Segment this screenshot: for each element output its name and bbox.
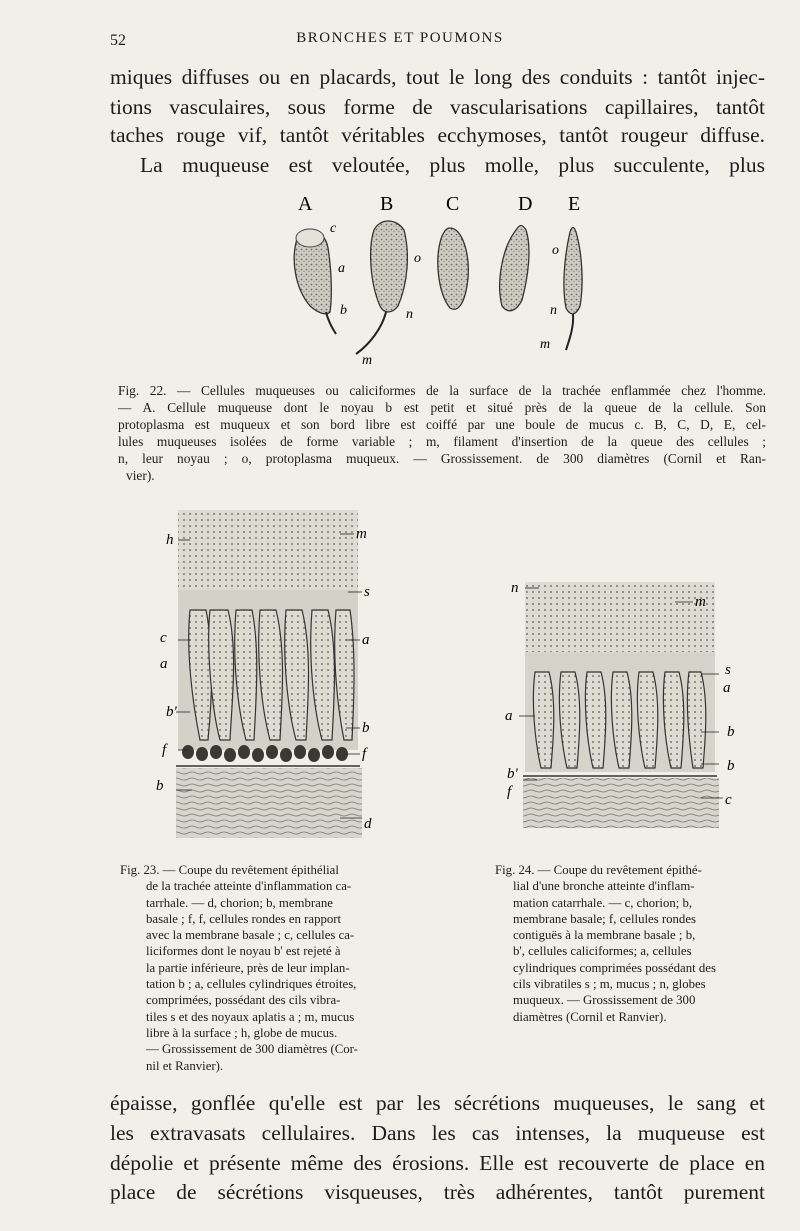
fig23-label: b <box>156 778 164 794</box>
fig23-label: c <box>160 630 167 646</box>
caption-line: de la trachée atteinte d'inflammation ca- <box>146 879 352 894</box>
caption-line: tarrhale. — d, chorion; b, membrane <box>146 895 333 910</box>
fig24-label: b <box>727 724 735 740</box>
caption-line: tation b ; a, cellules cylindriques étroites, <box>146 977 357 992</box>
fig24-label: c <box>725 792 732 808</box>
caption-line: tiles s et des noyaux aplatis a ; m, mucus <box>146 1009 355 1024</box>
fig23-label: a <box>362 632 370 648</box>
body-line: place de sécrétions visqueuses, très adhérentes, tantôt purement <box>110 1180 765 1204</box>
caption-line: cylindriques comprimées possédant des <box>513 960 716 975</box>
fig22-label: n <box>406 307 413 322</box>
fig22-label: b <box>340 303 347 318</box>
fig24-label: s <box>725 662 731 678</box>
caption-line: vier). <box>126 468 155 483</box>
figure-24-caption <box>495 862 762 1025</box>
figure-22-illustration <box>270 188 600 373</box>
body-line: épaisse, gonflée qu'elle est par les sécrétions muqueuses, le sang et <box>110 1091 765 1115</box>
fig22-label: A <box>298 193 313 215</box>
caption-line: comprimées, possédant des cils vibra- <box>146 993 341 1008</box>
fig22-label: B <box>380 193 394 215</box>
fig24-label: b' <box>507 766 518 782</box>
caption-line: membrane basale; f, cellules rondes <box>513 911 696 926</box>
caption-line: libre à la surface ; h, globe de mucus. <box>146 1025 338 1040</box>
body-line: tions vasculaires, sous forme de vascularisations capillaires, tantôt <box>110 95 765 119</box>
fig22-label: E <box>568 193 581 215</box>
fig23-label: m <box>356 526 367 542</box>
caption-line: b', cellules caliciformes; a, cellules <box>513 944 692 959</box>
fig22-label: o <box>552 243 559 258</box>
body-line: miques diffuses ou en placards, tout le long des conduits : tantôt injec- <box>110 65 765 89</box>
figure-23-caption <box>120 862 403 1074</box>
caption-line: Fig. 23. — Coupe du revêtement épithélial <box>120 863 339 877</box>
fig24-label: b <box>727 758 735 774</box>
caption-line: basale ; f, f, cellules rondes en rapport <box>146 911 342 926</box>
caption-line: avec la membrane basale ; c, cellules ca- <box>146 928 355 943</box>
fig22-label: C <box>446 193 460 215</box>
caption-line: nil et Ranvier). <box>146 1058 224 1073</box>
body-line: les extravasats cellulaires. Dans les cas intenses, la muqueuse est <box>110 1121 765 1145</box>
fig22-label: D <box>518 193 533 215</box>
fig22-label: n <box>550 303 557 318</box>
body-line: dépolie et présente même des érosions. Elle est recouverte de place en <box>110 1151 765 1175</box>
figure-24-illustration <box>495 572 755 852</box>
caption-line: diamètres (Cornil et Ranvier). <box>513 1009 667 1024</box>
fig23-label: s <box>364 584 370 600</box>
fig23-label: b' <box>166 704 177 720</box>
fig23-label: f <box>362 746 367 762</box>
fig22-label: m <box>362 353 373 368</box>
caption-line: Fig. 24. — Coupe du revêtement épithé- <box>495 863 702 877</box>
fig23-label: h <box>166 532 174 548</box>
fig23-label: a <box>160 656 168 672</box>
fig24-label: a <box>723 680 731 696</box>
caption-line: contiguës à la membrane basale ; b, <box>513 928 696 943</box>
fig22-label: c <box>330 221 337 236</box>
fig23-label: f <box>162 742 167 758</box>
fig22-label: a <box>338 261 345 276</box>
caption-line: — Grossissement de 300 diamètres (Cor- <box>146 1042 358 1057</box>
fig24-label: m <box>695 594 706 610</box>
caption-line: lial d'une bronche atteinte d'inflam- <box>513 879 695 894</box>
body-line: taches rouge vif, tantôt véritables ecchymoses, tantôt rougeur diffuse. <box>110 123 765 147</box>
fig22-label: m <box>540 337 551 352</box>
fig24-label: a <box>505 708 513 724</box>
page-number: 52 <box>110 32 126 49</box>
fig23-label: d <box>364 816 372 832</box>
caption-line: protoplasma est muqueux et son bord libre est coiffé par une boule de mucus c. B, C, D, E, cel- <box>118 417 766 432</box>
figure-23-illustration <box>140 500 400 850</box>
caption-line: la partie inférieure, près de leur implan- <box>146 960 350 975</box>
fig23-label: b <box>362 720 370 736</box>
body-line: La muqueuse est veloutée, plus molle, plus succulente, plus <box>140 153 765 177</box>
caption-line: mation catarrhale. — c, chorion; b, <box>513 895 693 910</box>
caption-line: lules muqueuses isolées de forme variable ; m, filament d'insertion de la queue des cellules ; <box>118 434 766 449</box>
caption-line: muqueux. — Grossissement de 300 <box>513 993 696 1008</box>
caption-line: cils vibratiles s ; m, mucus ; n, globes <box>513 977 706 992</box>
fig24-label: n <box>511 580 519 596</box>
caption-line: n, leur noyau ; o, protoplasma muqueux. — Grossissement. de 300 diamètres (Cornil et Ran- <box>118 451 766 466</box>
caption-line: — A. Cellule muqueuse dont le noyau b est petit et situé près de la queue de la cellule. Son <box>118 400 766 415</box>
fig24-label: f <box>507 784 512 800</box>
caption-line: liciformes dont le noyau b' est rejeté à <box>146 944 341 959</box>
fig22-label: o <box>414 251 421 266</box>
running-title: BRONCHES ET POUMONS <box>296 30 504 46</box>
caption-line: Fig. 22. — Cellules muqueuses ou caliciformes de la surface de la trachée enflammée chez l'homme. <box>118 383 766 398</box>
